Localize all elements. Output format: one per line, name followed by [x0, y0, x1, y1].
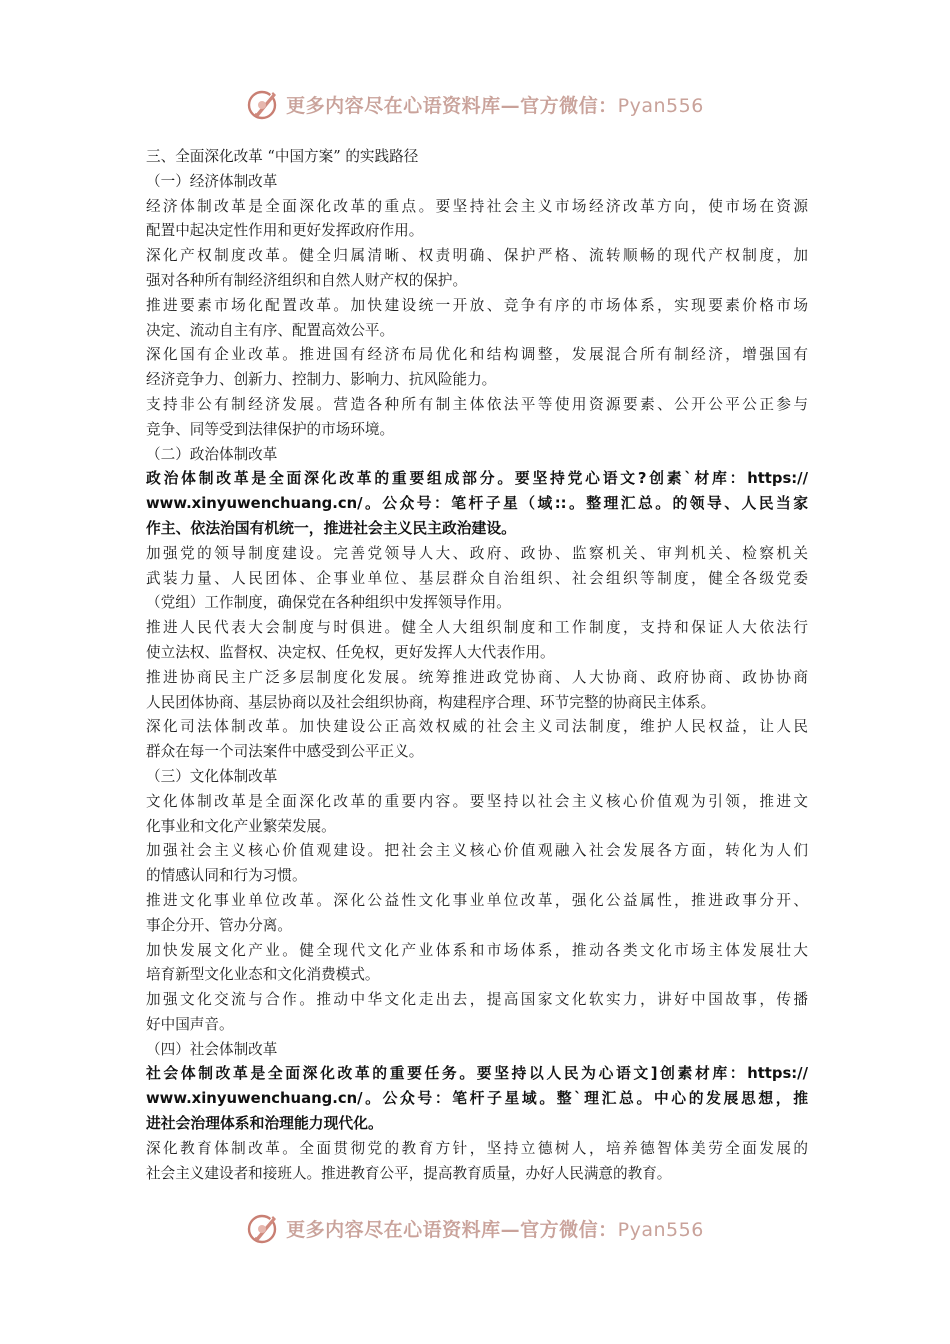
paragraph: [146, 1062, 808, 1136]
text-line: 加强社会主义核心价值观建设。把社会主义核心价值观融入社会发展各方面，转化为人们: [146, 842, 808, 860]
section-title: （四）社会体制改革: [146, 1040, 278, 1058]
section-title: （二）政治体制改革: [146, 445, 278, 463]
text-line: www.xinyuwenchuang.cn/。公众号：笔杆子星域。整`理汇总。中心的发展思想，推: [146, 1090, 808, 1108]
text-line: www.xinyuwenchuang.cn/。公众号：笔杆子星（域::。整理汇总。的领导、人民当家: [146, 495, 808, 513]
text-line: 使立法权、监督权、决定权、任免权，更好发挥人大代表作用。: [146, 643, 555, 661]
text-line: 推进文化事业单位改革。深化公益性文化事业单位改革，强化公益属性，推进政事分开、: [146, 891, 808, 909]
wechat-handle: Pyan556: [617, 94, 704, 117]
text-line: 作主、依法治国有机统一，推进社会主义民主政治建设。: [146, 519, 516, 537]
section-title: （一）经济体制改革: [146, 172, 278, 190]
text-line: 社会主义建设者和接班人。推进教育公平，提高教育质量，办好人民满意的教育。: [146, 1164, 672, 1182]
wechat-handle: Pyan556: [617, 1218, 704, 1241]
text-line: 政治体制改革是全面深化改革的重要组成部分。要坚持党心语文?创素`材库：https://: [146, 470, 808, 488]
text-line: 深化产权制度改革。健全归属清晰、权责明确、保护严格、流转顺畅的现代产权制度，加: [146, 247, 808, 265]
text-line: 加强党的领导制度建设。完善党领导人大、政府、政协、监察机关、审判机关、检察机关: [146, 544, 808, 562]
paragraph: [146, 839, 808, 889]
text-line: 人民团体协商、基层协商以及社会组织协商，构建程序合理、环节完整的协商民主体系。: [146, 693, 716, 711]
paragraph: [146, 467, 808, 541]
quill-logo-icon: [246, 87, 280, 121]
page-heading: 三、全面深化改革 “中国方案” 的实践路径: [146, 148, 419, 165]
text-line: （党组）工作制度，确保党在各种组织中发挥领导作用。: [146, 594, 511, 612]
paragraph: [146, 1137, 808, 1187]
paragraph: [146, 195, 808, 245]
text-line: 深化教育体制改革。全面贯彻党的教育方针，坚持立德树人，培养德智体美劳全面发展的: [146, 1139, 808, 1157]
text-line: 经济竞争力、创新力、控制力、影响力、抗风险能力。: [146, 371, 497, 389]
banner-text: 更多内容尽在心语资料库—官方微信：Pyan556: [286, 1218, 704, 1241]
paragraph: [146, 790, 808, 840]
text-line: 文化体制改革是全面深化改革的重要内容。要坚持以社会主义核心价值观为引领，推进文: [146, 792, 808, 810]
banner-text: 更多内容尽在心语资料库—官方微信：Pyan556: [286, 94, 704, 117]
paragraph: [146, 988, 808, 1038]
text-line: 加强文化交流与合作。推动中华文化走出去，提高国家文化软实力，讲好中国故事，传播: [146, 991, 808, 1009]
text-line: 化事业和文化产业繁荣发展。: [146, 817, 336, 835]
text-line: 强对各种所有制经济组织和自然人财产权的保护。: [146, 271, 468, 289]
text-line: 推进要素市场化配置改革。加快建设统一开放、竞争有序的市场体系，实现要素价格市场: [146, 296, 808, 314]
paragraph: [146, 343, 808, 393]
text-line: 进社会治理体系和治理能力现代化。: [146, 1115, 383, 1133]
paragraph: [146, 616, 808, 666]
text-line: 推进人民代表大会制度与时俱进。健全人大组织制度和工作制度，支持和保证人大依法行: [146, 619, 808, 637]
section-title: （三）文化体制改革: [146, 767, 278, 785]
paragraph: [146, 542, 808, 616]
text-line: 武装力量、人民团体、企事业单位、基层群众自治组织、社会组织等制度，健全各级党委: [146, 569, 808, 587]
text-line: 培育新型文化业态和文化消费模式。: [146, 966, 380, 984]
text-line: 事企分开、管办分离。: [146, 916, 292, 934]
text-line: 推进协商民主广泛多层制度化发展。统筹推进政党协商、人大协商、政府协商、政协协商: [146, 668, 808, 686]
text-line: 配置中起决定性作用和更好发挥政府作用。: [146, 222, 424, 240]
text-line: 深化国有企业改革。推进国有经济布局优化和结构调整，发展混合所有制经济，增强国有: [146, 346, 808, 364]
paragraph: [146, 244, 808, 294]
text-line: 群众在每一个司法案件中感受到公平正义。: [146, 743, 424, 761]
footer-banner: [0, 1208, 950, 1248]
text-line: 支持非公有制经济发展。营造各种所有制主体依法平等使用资源要素、公开公平公正参与: [146, 395, 808, 413]
text-line: 社会体制改革是全面深化改革的重要任务。要坚持以人民为心语文]创素材库：https://: [146, 1065, 808, 1083]
quill-logo-icon: [246, 1211, 280, 1245]
text-line: 的情感认同和行为习惯。: [146, 867, 307, 885]
paragraph: [146, 393, 808, 443]
text-line: 好中国声音。: [146, 1015, 234, 1033]
header-banner: [0, 84, 950, 124]
paragraph: [146, 666, 808, 716]
text-line: 深化司法体制改革。加快建设公正高效权威的社会主义司法制度，维护人民权益，让人民: [146, 718, 808, 736]
text-line: 加快发展文化产业。健全现代文化产业体系和市场体系，推动各类文化市场主体发展壮大: [146, 941, 808, 959]
paragraph: [146, 294, 808, 344]
text-line: 竞争、同等受到法律保护的市场环境。: [146, 420, 395, 438]
document-body: [146, 145, 808, 1186]
paragraph: [146, 939, 808, 989]
paragraph: [146, 889, 808, 939]
text-line: 经济体制改革是全面深化改革的重点。要坚持社会主义市场经济改革方向，使市场在资源: [146, 197, 808, 215]
text-line: 决定、流动自主有序、配置高效公平。: [146, 321, 395, 339]
paragraph: [146, 715, 808, 765]
